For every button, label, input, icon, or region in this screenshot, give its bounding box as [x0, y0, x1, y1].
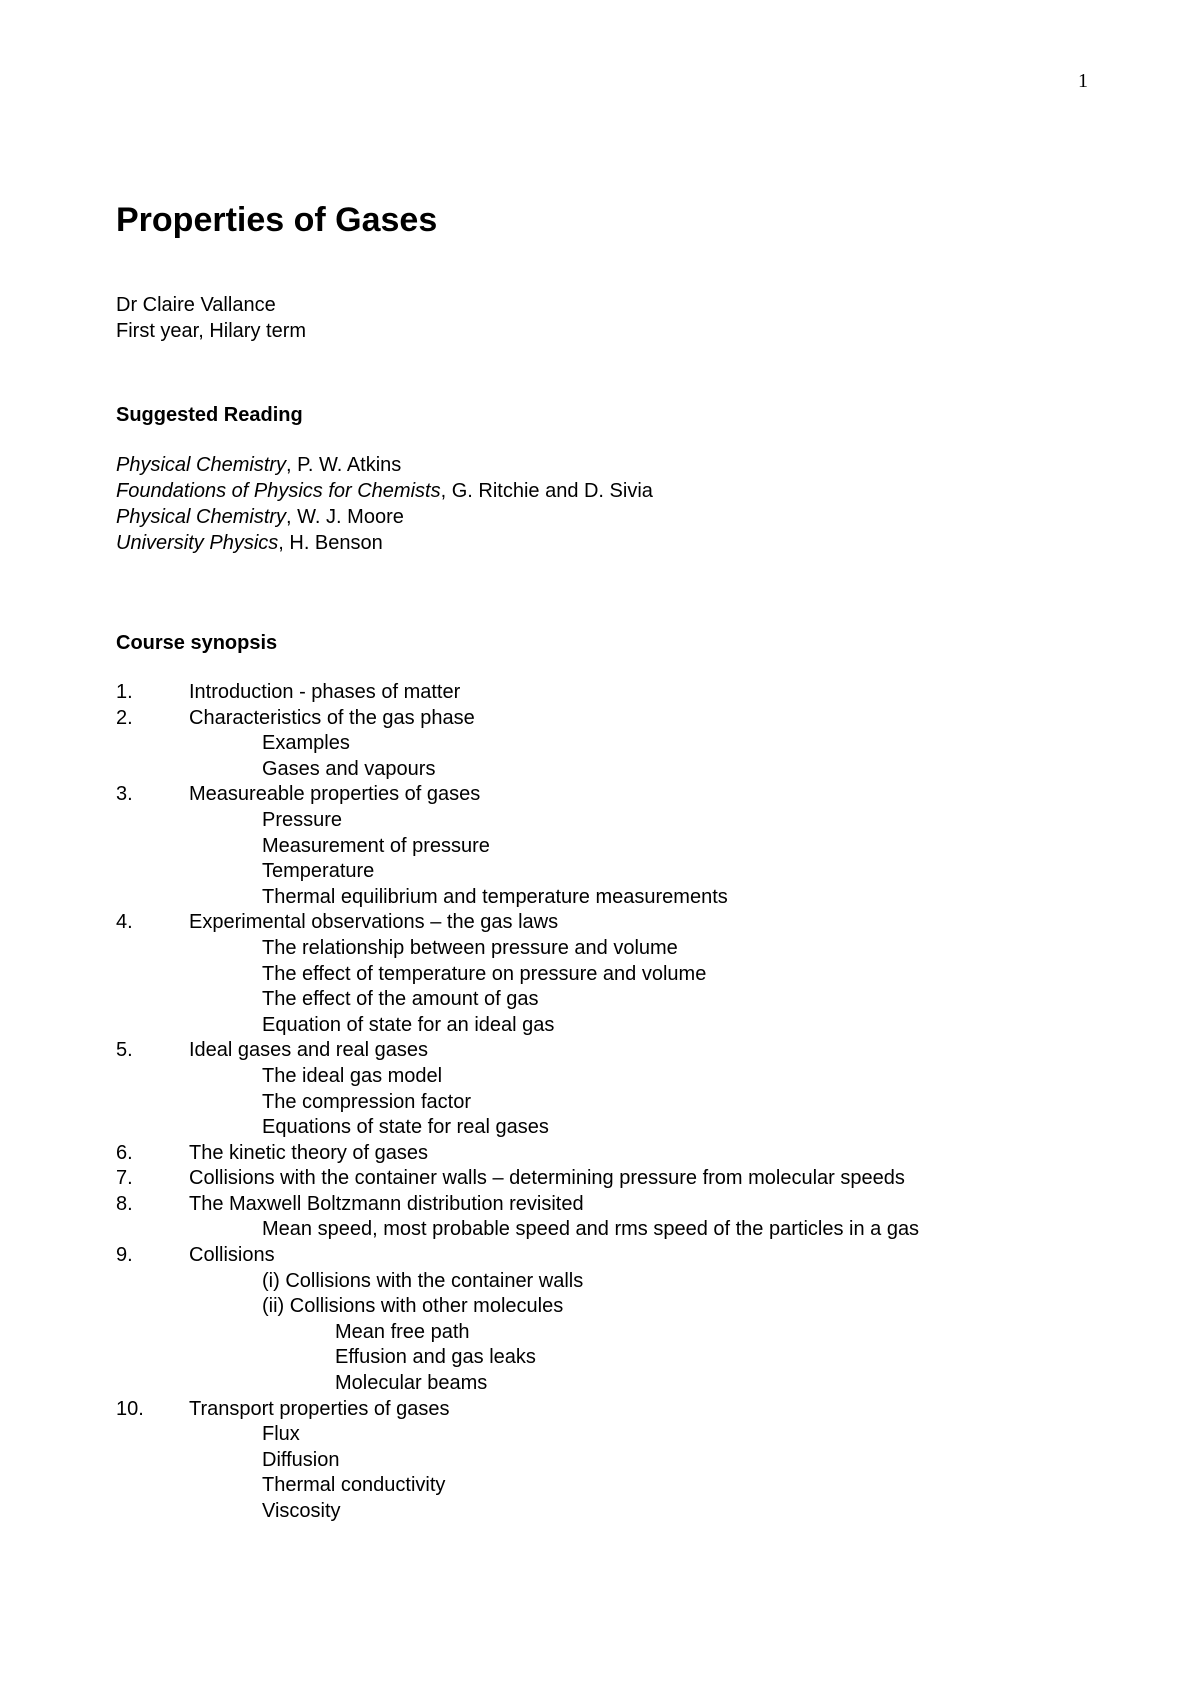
synopsis-item-number: 3.	[116, 783, 133, 806]
synopsis-item-text: The effect of temperature on pressure and volume	[262, 962, 707, 985]
synopsis-subitem	[116, 859, 1116, 885]
synopsis-item-text: (i) Collisions with the container walls	[262, 1269, 584, 1292]
synopsis-item-text: The Maxwell Boltzmann distribution revisited	[189, 1192, 584, 1215]
synopsis-item	[116, 910, 1116, 936]
synopsis-subitem	[116, 1064, 1116, 1090]
synopsis-item-text: Collisions with the container walls – determining pressure from molecular speeds	[189, 1167, 905, 1190]
synopsis-subitem	[116, 962, 1116, 988]
synopsis-subitem	[116, 834, 1116, 860]
synopsis-item-text: Gases and vapours	[262, 757, 436, 780]
synopsis-item-text: The ideal gas model	[262, 1064, 443, 1087]
synopsis-item-text: Effusion and gas leaks	[335, 1346, 536, 1369]
synopsis-subitem	[116, 1269, 1116, 1295]
synopsis-item	[116, 1166, 1116, 1192]
reading-item-author: , P. W. Atkins	[286, 454, 402, 476]
synopsis-subitem	[116, 1320, 1116, 1346]
document-title: Properties of Gases	[116, 201, 438, 239]
synopsis-item	[116, 782, 1116, 808]
synopsis-item	[116, 680, 1116, 706]
reading-item-title: Physical Chemistry	[116, 454, 287, 476]
synopsis-item-text: Characteristics of the gas phase	[189, 706, 475, 729]
synopsis-subitem	[116, 1499, 1116, 1525]
synopsis-item-text: Viscosity	[262, 1500, 341, 1522]
synopsis-item	[116, 706, 1116, 732]
synopsis-item-text: The effect of the amount of gas	[262, 988, 539, 1011]
synopsis-item-text: Examples	[262, 732, 350, 755]
synopsis-item-number: 6.	[116, 1141, 133, 1164]
synopsis-item-text: Measurement of pressure	[262, 834, 490, 857]
synopsis-subitem	[116, 1448, 1116, 1474]
synopsis-item-text: Flux	[262, 1423, 300, 1446]
synopsis-subitem	[116, 1115, 1116, 1141]
synopsis-item	[116, 1192, 1116, 1218]
synopsis-subitem	[116, 1422, 1116, 1448]
reading-item-title: University Physics	[116, 532, 279, 554]
suggested-reading-heading: Suggested Reading	[116, 404, 303, 426]
synopsis-item-number: 8.	[116, 1192, 133, 1215]
reading-item-author: , W. J. Moore	[286, 506, 404, 528]
reading-item-title: Physical Chemistry	[116, 506, 287, 528]
synopsis-item	[116, 1038, 1116, 1064]
synopsis-subitem	[116, 1371, 1116, 1397]
synopsis-item-number: 4.	[116, 911, 133, 934]
document-body	[116, 196, 1116, 1525]
synopsis-item-text: Molecular beams	[335, 1372, 488, 1395]
synopsis-subitem	[116, 1090, 1116, 1116]
synopsis-item-text: Measureable properties of gases	[189, 783, 481, 806]
synopsis-item-text: Equations of state for real gases	[262, 1116, 549, 1139]
synopsis-item-text: Mean free path	[335, 1320, 470, 1343]
synopsis-item-text: Collisions	[189, 1244, 275, 1267]
reading-item-author: , G. Ritchie and D. Sivia	[440, 480, 653, 502]
synopsis-subitem	[116, 936, 1116, 962]
author-name: Dr Claire Vallance	[116, 294, 276, 316]
synopsis-item-text: The relationship between pressure and volume	[262, 936, 678, 959]
synopsis-subitem	[116, 1217, 1116, 1243]
reading-item-author: , H. Benson	[278, 532, 383, 554]
reading-list	[116, 452, 1116, 556]
course-synopsis-heading: Course synopsis	[116, 632, 278, 654]
synopsis-item-text: Transport properties of gases	[189, 1397, 450, 1420]
synopsis-item-number: 9.	[116, 1244, 133, 1267]
synopsis-subitem	[116, 757, 1116, 783]
reading-item	[116, 452, 1116, 478]
synopsis-item	[116, 1397, 1116, 1423]
author-block	[116, 292, 1116, 344]
synopsis-subitem	[116, 1013, 1116, 1039]
synopsis-list	[116, 680, 1116, 1525]
synopsis-item-text: Pressure	[262, 808, 343, 831]
synopsis-item-text: The kinetic theory of gases	[189, 1141, 429, 1164]
reading-item	[116, 530, 1116, 556]
synopsis-item-number: 7.	[116, 1167, 133, 1190]
synopsis-item-number: 1.	[116, 681, 133, 703]
synopsis-item-text: Thermal equilibrium and temperature measurements	[262, 885, 728, 908]
synopsis-subitem	[116, 1294, 1116, 1320]
synopsis-item-number: 2.	[116, 706, 133, 729]
course-term: First year, Hilary term	[116, 320, 307, 342]
page-number: 1	[1078, 70, 1088, 92]
synopsis-subitem	[116, 1473, 1116, 1499]
synopsis-subitem	[116, 885, 1116, 911]
synopsis-item-text: Diffusion	[262, 1448, 340, 1471]
synopsis-item-text: Equation of state for an ideal gas	[262, 1013, 555, 1036]
reading-item-title: Foundations of Physics for Chemists	[116, 480, 441, 502]
reading-item	[116, 504, 1116, 530]
synopsis-item	[116, 1141, 1116, 1167]
synopsis-subitem	[116, 987, 1116, 1013]
reading-item	[116, 478, 1116, 504]
synopsis-item-text: Mean speed, most probable speed and rms speed of the particles in a gas	[262, 1218, 920, 1241]
synopsis-item-text: Thermal conductivity	[262, 1474, 446, 1497]
synopsis-item-text: Temperature	[262, 860, 375, 883]
synopsis-item-number: 5.	[116, 1039, 133, 1062]
synopsis-item-text: Introduction - phases of matter	[189, 681, 461, 703]
synopsis-item	[116, 1243, 1116, 1269]
synopsis-subitem	[116, 1345, 1116, 1371]
synopsis-item-text: (ii) Collisions with other molecules	[262, 1295, 564, 1318]
synopsis-item-text: Ideal gases and real gases	[189, 1039, 429, 1062]
synopsis-item-text: Experimental observations – the gas laws	[189, 911, 559, 934]
synopsis-item-number: 10.	[116, 1397, 144, 1420]
synopsis-item-text: The compression factor	[262, 1090, 471, 1113]
synopsis-subitem	[116, 731, 1116, 757]
synopsis-subitem	[116, 808, 1116, 834]
